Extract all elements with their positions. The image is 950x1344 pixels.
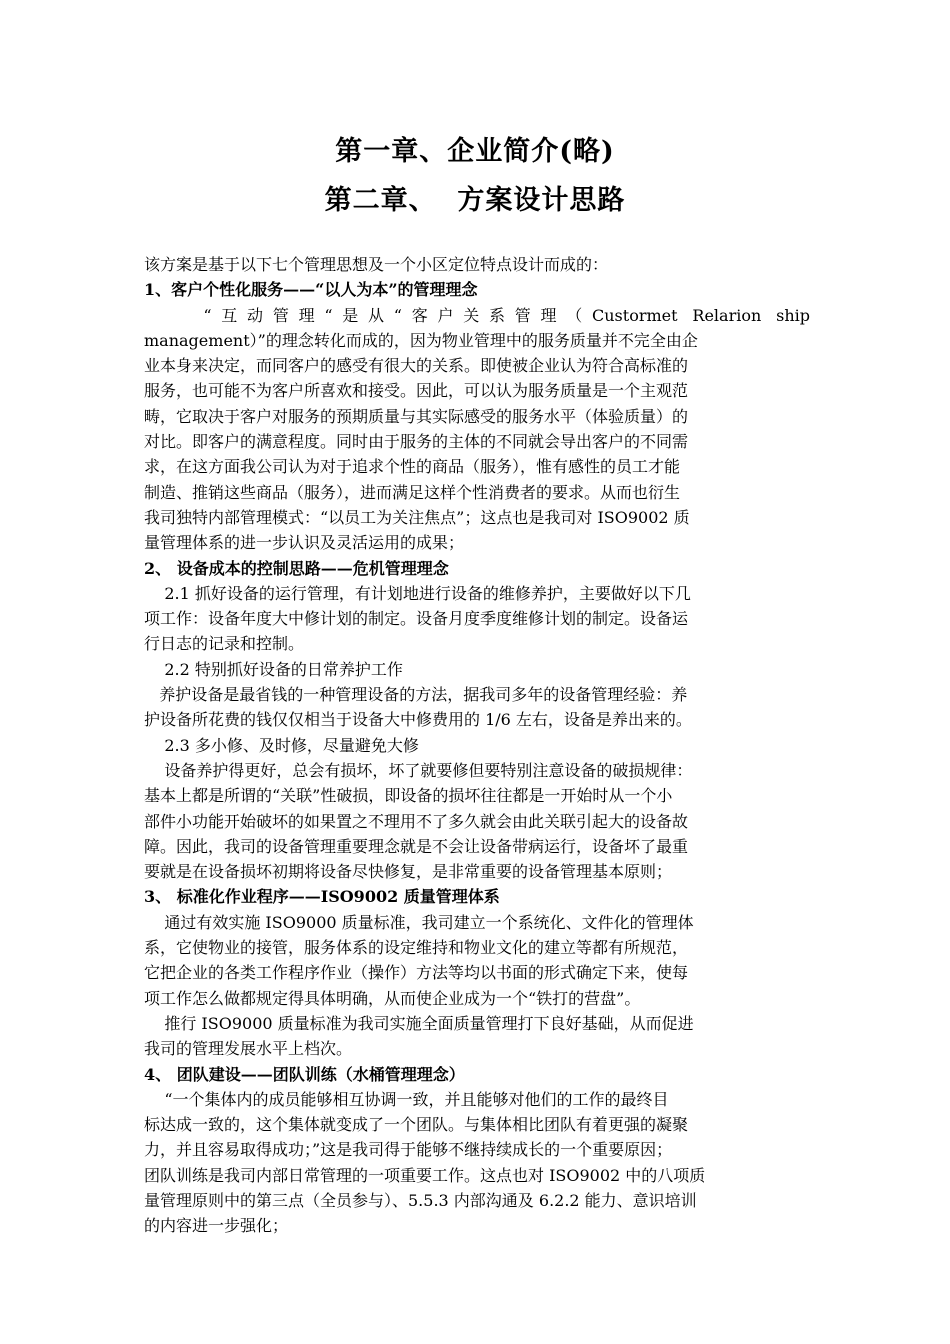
paragraph-line: 项工作怎么做都规定得具体明确，从而使企业成为一个“铁打的营盘”。 xyxy=(144,988,641,1008)
section-heading-line: 4、 团队建设——团队训练（水桶管理理念） xyxy=(144,1064,465,1084)
paragraph-line: 推行 ISO9000 质量标准为我司实施全面质量管理打下良好基础，从而促进 xyxy=(144,1013,694,1033)
section-heading-line: 1、客户个性化服务——“以人为本”的管理理念 xyxy=(144,280,478,300)
paragraph-line: 护设备所花费的钱仅仅相当于设备大中修费用的 1/6 左右，设备是养出来的。 xyxy=(144,710,692,730)
paragraph-line: 基本上都是所谓的“关联”性破损，即设备的损坏往往都是一开始时从一个小 xyxy=(144,786,673,806)
paragraph-line: 力，并且容易取得成功；”这是我司得于能够不继持续成长的一个重要原因； xyxy=(144,1140,673,1160)
paragraph-line: 要就是在设备损坏初期将设备尽快修复，是非常重要的设备管理基本原则； xyxy=(144,862,673,882)
paragraph-line: 求，在这方面我公司认为对于追求个性的商品（服务），惟有感性的员工才能 xyxy=(144,457,681,477)
paragraph-line: 对比。即客户的满意程度。同时由于服务的主体的不同就会导出客户的不同需 xyxy=(144,432,689,452)
chapter-2-heading: 第二章、 方案设计思路 xyxy=(324,185,626,216)
document-body xyxy=(144,252,810,1239)
section-heading-line: 2、 设备成本的控制思路——危机管理理念 xyxy=(144,558,449,578)
paragraph-line: 标达成一致的，这个集体就变成了一个团队。与集体相比团队有着更强的凝聚 xyxy=(144,1115,689,1135)
paragraph-line: 系，它使物业的接管，服务体系的设定维持和物业文化的建立等都有所规范， xyxy=(144,938,689,958)
paragraph-line: 部件小功能开始破坏的如果置之不理用不了多久就会由此关联引起大的设备故 xyxy=(144,811,689,831)
paragraph-line: 行日志的记录和控制。 xyxy=(144,634,305,654)
paragraph-line: 2.2 特别抓好设备的日常养护工作 xyxy=(144,659,403,679)
section-heading-line: 3、 标准化作业程序——ISO9002 质量管理体系 xyxy=(144,887,500,907)
paragraph-line: 的内容进一步强化； xyxy=(144,1216,289,1236)
paragraph-line: 养护设备是最省钱的一种管理设备的方法，据我司多年的设备管理经验：养 xyxy=(144,685,688,705)
paragraph-line: 我司的管理发展水平上档次。 xyxy=(144,1039,353,1059)
paragraph-line: 该方案是基于以下七个管理思想及一个小区定位特点设计而成的： xyxy=(144,255,609,274)
paragraph-line: 2.3 多小修、及时修，尽量避免大修 xyxy=(144,735,419,755)
paragraph-line: “一个集体内的成员能够相互协调一致，并且能够对他们的工作的最终目 xyxy=(144,1089,669,1109)
paragraph-line: 量管理体系的进一步认识及灵活运用的成果； xyxy=(144,533,465,553)
paragraph-line: 它把企业的各类工作程序作业（操作）方法等均以书面的形式确定下来，使每 xyxy=(144,963,689,983)
paragraph-line: 项工作：设备年度大中修计划的制定。设备月度季度维修计划的制定。设备运 xyxy=(144,609,689,629)
paragraph-line: 业本身来决定，而同客户的感受有很大的关系。即使被企业认为符合高标准的 xyxy=(144,356,689,376)
paragraph-line: 团队训练是我司内部日常管理的一项重要工作。这点也对 ISO9002 中的八项质 xyxy=(144,1165,706,1185)
paragraph-line: “互动管理“是从“客户关系管理（Custormet Relarion ship xyxy=(144,305,810,325)
paragraph-line: 2.1 抓好设备的运行管理，有计划地进行设备的维修养护，主要做好以下几 xyxy=(144,583,691,603)
paragraph-line: 量管理原则中的第三点（全员参与）、5.5.3 内部沟通及 6.2.2 能力、意识培训 xyxy=(144,1190,697,1210)
paragraph-line: 制造、推销这些商品（服务），进而满足这样个性消费者的要求。从而也衍生 xyxy=(144,482,681,502)
chapter-1-heading: 第一章、企业简介(略) xyxy=(335,136,615,167)
paragraph-line: 通过有效实施 ISO9000 质量标准，我司建立一个系统化、文件化的管理体 xyxy=(144,912,694,932)
paragraph-line: 设备养护得更好，总会有损坏，坏了就要修但要特别注意设备的破损规律： xyxy=(144,760,693,780)
paragraph-line: 服务，也可能不为客户所喜欢和接受。因此，可以认为服务质量是一个主观范 xyxy=(144,381,689,401)
paragraph-line: 畴，它取决于客户对服务的预期质量与其实际感受的服务水平（体验质量）的 xyxy=(144,406,689,426)
paragraph-line: management）”的理念转化而成的，因为物业管理中的服务质量并不完全由企 xyxy=(144,330,698,350)
paragraph-line: 我司独特内部管理模式：“以员工为关注焦点”；这点也是我司对 ISO9002 质 xyxy=(144,507,690,527)
paragraph-line: 障。因此，我司的设备管理重要理念就是不会让设备带病运行，设备坏了最重 xyxy=(144,836,689,856)
